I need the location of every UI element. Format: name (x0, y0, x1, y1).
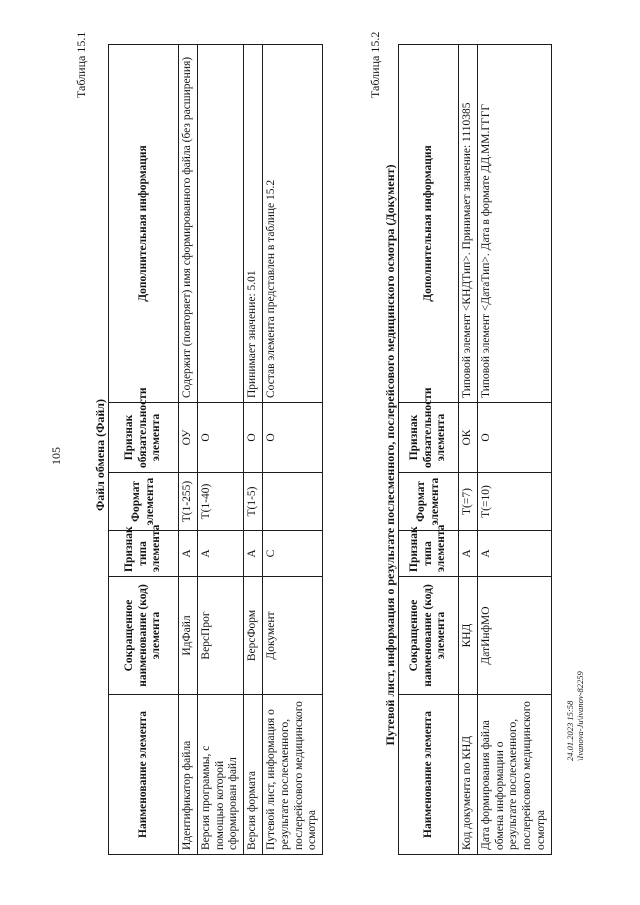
cell-info: Содержит (повторяет) имя сформированного файла (без расширения) (179, 45, 198, 403)
cell-info: Типовой элемент <КНДТип>. Принимает значение: 1110385 (459, 45, 478, 403)
header-element-type: Признак типа элемента (109, 531, 179, 577)
table-row (459, 45, 478, 855)
cell-required: О (477, 403, 551, 473)
cell-info: Состав элемента представлен в таблице 15.2 (262, 45, 322, 403)
cell-format: Т(=10) (477, 473, 551, 531)
cell-info: Типовой элемент <ДатаТип>. Дата в формате ДД.ММ.ГГГГ (477, 45, 551, 403)
cell-name: Путевой лист, информация о результате послесменного, послерейсового медицинского осмотра (262, 695, 322, 855)
stamp-datetime: 24.01.2023 15:58 (565, 700, 575, 761)
table-15-2-caption: Таблица 15.2 (368, 31, 382, 98)
header-element-required: Признак обязательности элемента (109, 403, 179, 473)
cell-code: КНД (459, 577, 478, 695)
cell-format: Т(=7) (459, 473, 478, 531)
cell-name: Версия программы, с помощью которой сформирован файл (197, 695, 243, 855)
cell-code: ВерсФорм (244, 577, 263, 695)
header-element-code: Сокращенное наименование (код) элемента (399, 577, 459, 695)
cell-info: Принимает значение: 5.01 (244, 45, 263, 403)
cell-required: О (197, 403, 243, 473)
table-15-1-caption: Таблица 15.1 (74, 31, 88, 98)
table-row (179, 45, 198, 855)
table-row (197, 45, 243, 855)
table-15-1 (108, 44, 323, 855)
cell-type: А (477, 531, 551, 577)
cell-required: О (244, 403, 263, 473)
header-element-type: Признак типа элемента (399, 531, 459, 577)
print-stamp (565, 671, 585, 761)
header-additional-info: Дополнительная информация (399, 45, 459, 403)
cell-required: ОУ (179, 403, 198, 473)
header-element-name: Наименование элемента (109, 695, 179, 855)
cell-name: Версия формата (244, 695, 263, 855)
cell-info (197, 45, 243, 403)
cell-code: ВерсПрог (197, 577, 243, 695)
header-element-name: Наименование элемента (399, 695, 459, 855)
cell-type: А (179, 531, 198, 577)
cell-required: ОК (459, 403, 478, 473)
header-element-format: Формат элемента (109, 473, 179, 531)
stamp-user-path: \Ivanova-Ju\ivanov-82259 (575, 671, 586, 761)
cell-name: Идентификатор файла (179, 695, 198, 855)
cell-code: ДатИнфМО (477, 577, 551, 695)
cell-type: А (244, 531, 263, 577)
cell-type: А (197, 531, 243, 577)
page-number: 105 (49, 447, 63, 465)
cell-format: Т(1-5) (244, 473, 263, 531)
cell-format: Т(1-40) (197, 473, 243, 531)
cell-type: С (262, 531, 322, 577)
cell-code: Документ (262, 577, 322, 695)
cell-type: А (459, 531, 478, 577)
header-element-format: Формат элемента (399, 473, 459, 531)
cell-required: О (262, 403, 322, 473)
table-row (262, 45, 322, 855)
cell-name: Код документа по КНД (459, 695, 478, 855)
table-15-1-title: Файл обмена (Файл) (93, 398, 107, 512)
header-element-required: Признак обязательности элемента (399, 403, 459, 473)
cell-format (262, 473, 322, 531)
table-row (477, 45, 551, 855)
cell-format: Т(1-255) (179, 473, 198, 531)
cell-name: Дата формирования файла обмена информации о результате послесменного, послерейсового медицинского осмотра (477, 695, 551, 855)
table-row (244, 45, 263, 855)
header-additional-info: Дополнительная информация (109, 45, 179, 403)
header-element-code: Сокращенное наименование (код) элемента (109, 577, 179, 695)
table-header-row (109, 45, 179, 855)
table-15-2-title: Путевой лист, информация о результате послесменного, послерейсового медицинского осмотра (Документ) (383, 164, 397, 746)
cell-code: ИдФайл (179, 577, 198, 695)
table-15-2 (398, 44, 552, 855)
table-header-row (399, 45, 459, 855)
